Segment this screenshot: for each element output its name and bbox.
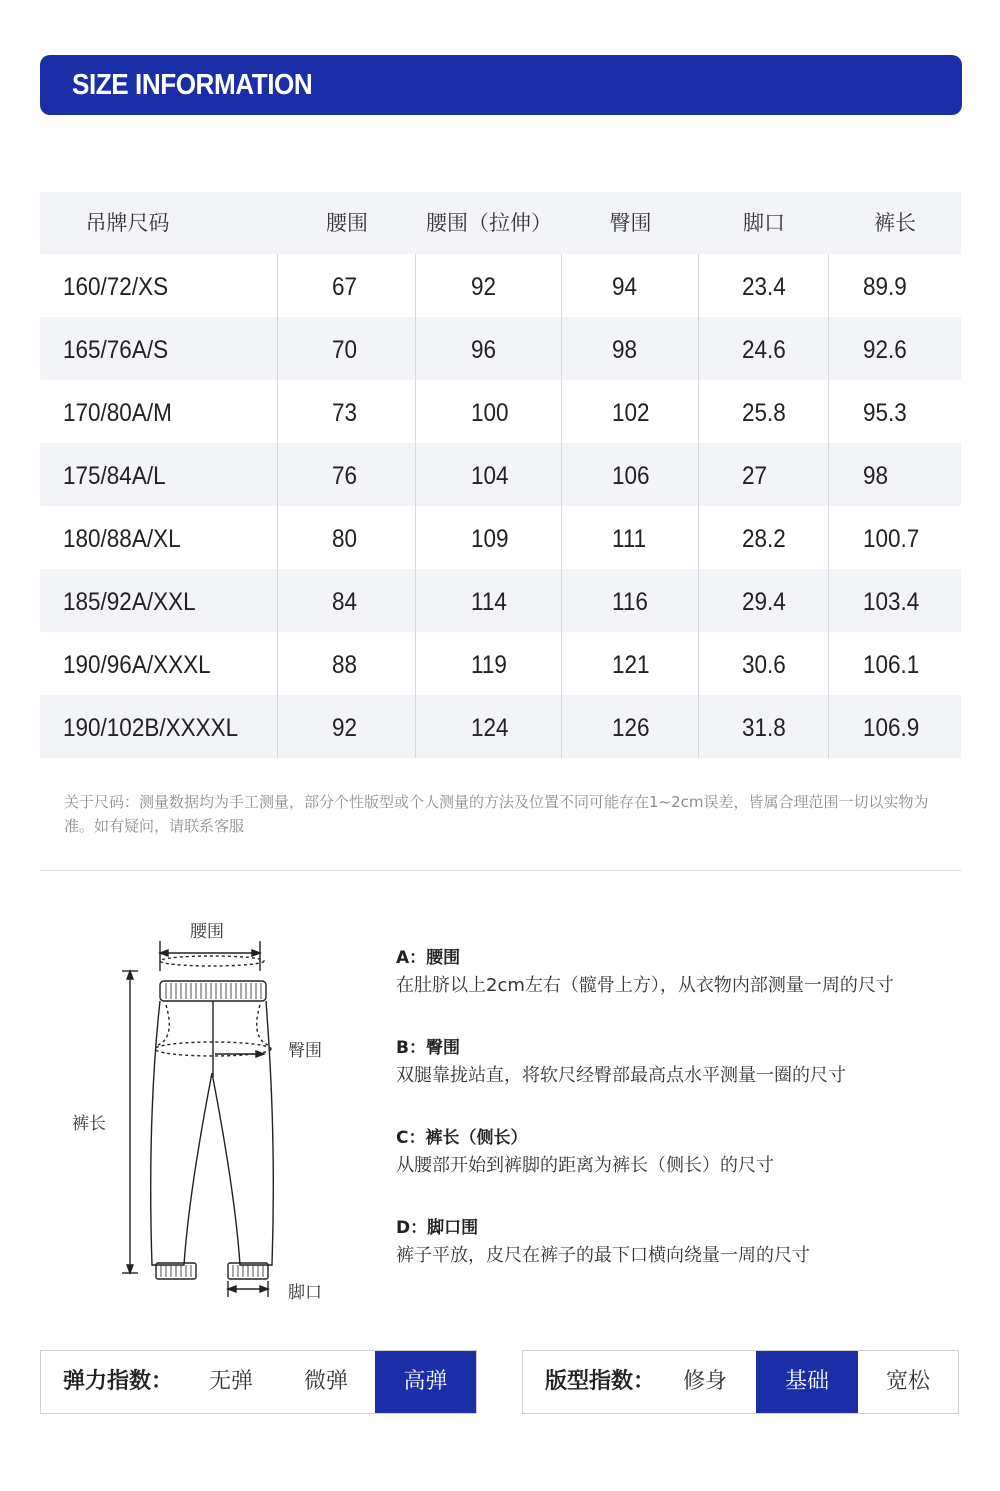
desc-title: D：脚口围 xyxy=(396,1218,479,1238)
column-divider xyxy=(277,254,278,758)
table-body xyxy=(40,254,961,758)
desc-text: 在肚脐以上2cm左右（髋骨上方），从衣物内部测量一周的尺寸 xyxy=(396,975,894,996)
measure-cell: 98 xyxy=(863,462,889,490)
header-waist: 腰围 xyxy=(326,211,368,235)
measure-cell: 76 xyxy=(332,462,358,490)
desc-text: 从腰部开始到裤脚的距离为裤长（侧长）的尺寸 xyxy=(396,1155,774,1176)
elasticity-option-slight: 微弹 xyxy=(303,1369,348,1394)
size-cell: 170/80A/M xyxy=(63,399,172,427)
column-divider xyxy=(828,254,829,758)
measure-cell: 94 xyxy=(612,273,638,301)
measure-cell: 88 xyxy=(332,651,358,679)
pants-diagram xyxy=(60,905,360,1305)
desc-text: 裤子平放，皮尺在裤子的最下口横向绕量一周的尺寸 xyxy=(396,1245,810,1266)
measure-cell: 95.3 xyxy=(863,399,907,427)
measure-cell: 124 xyxy=(471,714,509,742)
table-row xyxy=(40,506,961,569)
pants-illustration xyxy=(60,905,360,1305)
measure-cell: 29.4 xyxy=(742,588,786,616)
table-row xyxy=(40,569,961,632)
measure-cell: 80 xyxy=(332,525,358,553)
fit-label: 版型指数： xyxy=(545,1369,656,1394)
banner-title: SIZE INFORMATION xyxy=(72,69,313,101)
measure-cell: 73 xyxy=(332,399,358,427)
measure-cell: 121 xyxy=(612,651,650,679)
header-waist-stretch: 腰围（拉伸） xyxy=(426,211,552,235)
measure-cell: 106 xyxy=(612,462,650,490)
measure-cell: 89.9 xyxy=(863,273,907,301)
size-cell: 190/102B/XXXXL xyxy=(63,714,239,742)
measure-cell: 28.2 xyxy=(742,525,786,553)
measure-cell: 31.8 xyxy=(742,714,786,742)
measure-cell: 100 xyxy=(471,399,509,427)
desc-hip xyxy=(396,1035,976,1091)
desc-title: B：臀围 xyxy=(396,1038,460,1058)
table-row xyxy=(40,443,961,506)
measure-cell: 98 xyxy=(612,336,638,364)
measure-cell: 24.6 xyxy=(742,336,786,364)
table-row xyxy=(40,380,961,443)
size-cell: 160/72/XS xyxy=(63,273,169,301)
desc-waist xyxy=(396,945,976,1001)
label-waist: 腰围 xyxy=(190,922,224,942)
size-cell: 165/76A/S xyxy=(63,336,169,364)
label-length: 裤长 xyxy=(72,1114,106,1134)
column-divider xyxy=(561,254,562,758)
table-row xyxy=(40,695,961,758)
measure-cell: 96 xyxy=(471,336,497,364)
measure-cell: 27 xyxy=(742,462,768,490)
desc-length xyxy=(396,1125,976,1181)
table-header xyxy=(40,192,961,254)
desc-title: C：裤长（侧长） xyxy=(396,1128,528,1148)
desc-text: 双腿靠拢站直，将软尺经臀部最高点水平测量一圈的尺寸 xyxy=(396,1065,846,1086)
desc-cuff xyxy=(396,1215,976,1271)
table-row xyxy=(40,632,961,695)
measure-cell: 30.6 xyxy=(742,651,786,679)
elasticity-option-high: 高弹 xyxy=(375,1351,476,1413)
measure-cell: 102 xyxy=(612,399,650,427)
measure-cell: 103.4 xyxy=(863,588,920,616)
size-cell: 175/84A/L xyxy=(63,462,166,490)
elasticity-option-none: 无弹 xyxy=(208,1369,253,1394)
header-tag-size: 吊牌尺码 xyxy=(85,211,170,235)
table-row xyxy=(40,317,961,380)
size-note: 关于尺码：测量数据均为手工测量，部分个性版型或个人测量的方法及位置不同可能存在1~2cm误差，皆属合理范围一切以实物为准。如有疑问，请联系客服 xyxy=(64,793,929,835)
measure-cell: 84 xyxy=(332,588,358,616)
column-divider xyxy=(698,254,699,758)
fit-option-regular: 基础 xyxy=(756,1351,858,1413)
measure-cell: 111 xyxy=(612,525,647,553)
measure-cell: 119 xyxy=(471,651,507,679)
measure-cell: 25.8 xyxy=(742,399,786,427)
header-hip: 臀围 xyxy=(609,211,652,235)
fit-option-slim: 修身 xyxy=(682,1369,727,1394)
measure-cell: 106.9 xyxy=(863,714,920,742)
fit-index xyxy=(522,1350,959,1414)
size-cell: 190/96A/XXXL xyxy=(63,651,211,679)
measure-cell: 92 xyxy=(471,273,497,301)
measure-cell: 126 xyxy=(612,714,650,742)
section-divider xyxy=(40,870,962,871)
measure-cell: 100.7 xyxy=(863,525,920,553)
measure-cell: 23.4 xyxy=(742,273,786,301)
measure-cell: 92 xyxy=(332,714,358,742)
header-length: 裤长 xyxy=(874,211,916,235)
label-cuff: 脚口 xyxy=(288,1283,322,1303)
size-cell: 185/92A/XXL xyxy=(63,588,196,616)
size-cell: 180/88A/XL xyxy=(63,525,181,553)
measure-cell: 67 xyxy=(332,273,358,301)
column-divider xyxy=(415,254,416,758)
elasticity-label: 弹力指数： xyxy=(63,1369,174,1394)
measure-cell: 106.1 xyxy=(863,651,920,679)
measure-cell: 104 xyxy=(471,462,509,490)
measure-cell: 70 xyxy=(332,336,358,364)
measure-cell: 92.6 xyxy=(863,336,907,364)
header-cuff: 脚口 xyxy=(743,211,785,235)
measure-cell: 114 xyxy=(471,588,507,616)
measure-cell: 116 xyxy=(612,588,648,616)
size-info-banner xyxy=(40,55,962,115)
measure-cell: 109 xyxy=(471,525,509,553)
elasticity-index xyxy=(40,1350,477,1414)
label-hip: 臀围 xyxy=(288,1041,322,1061)
desc-title: A：腰围 xyxy=(396,948,461,968)
fit-option-loose: 宽松 xyxy=(885,1369,930,1394)
table-row xyxy=(40,254,961,317)
size-table xyxy=(40,192,961,758)
